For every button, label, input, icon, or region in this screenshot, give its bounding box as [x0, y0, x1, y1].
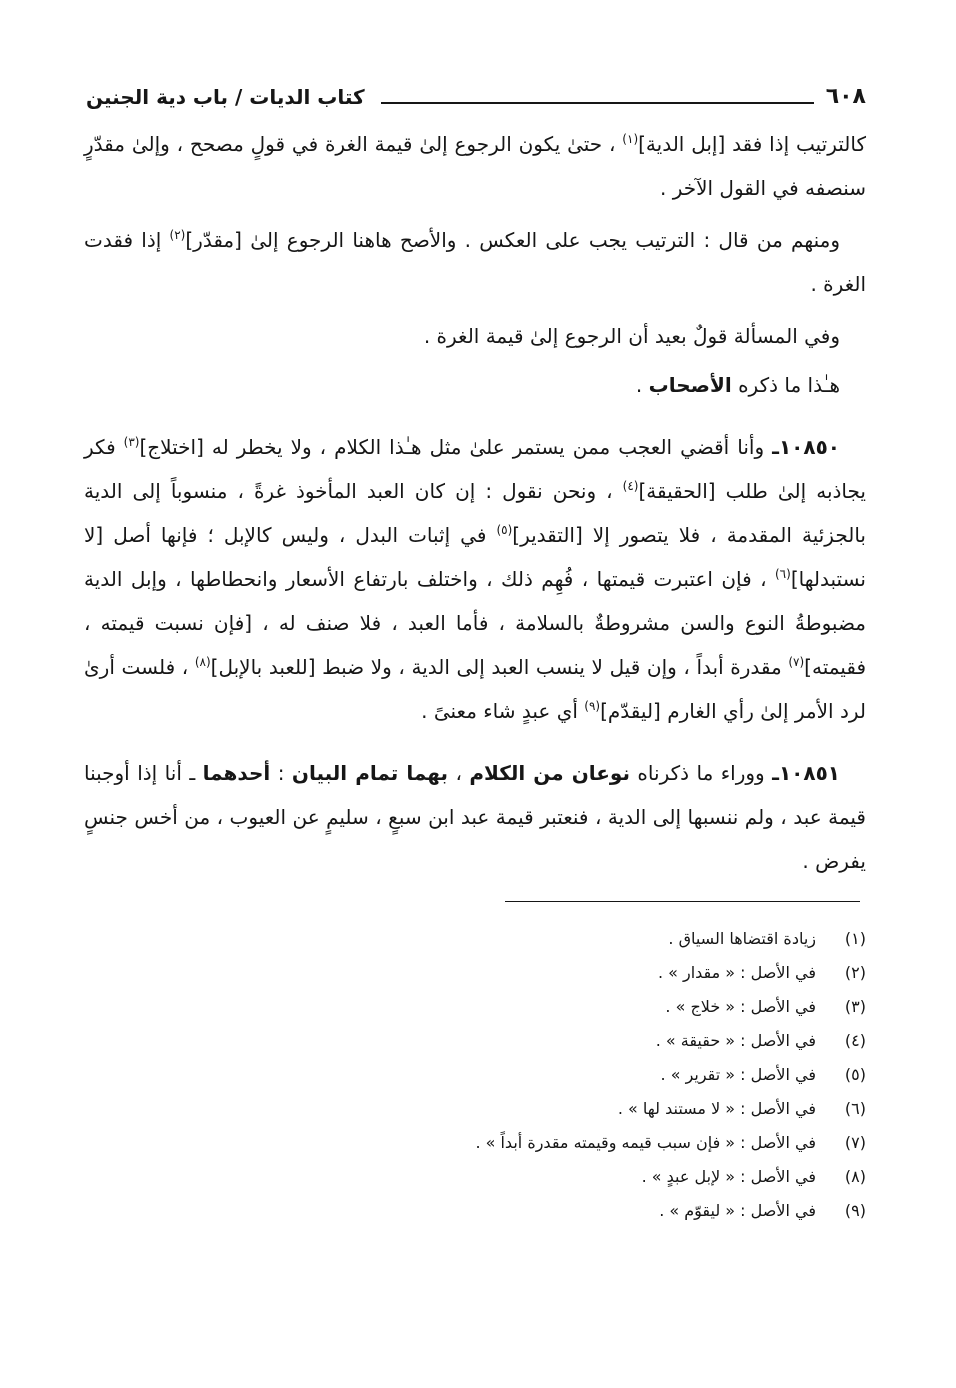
text-run: :	[270, 761, 292, 785]
paragraph-number: ١٠٨٥٠ـ	[772, 435, 840, 459]
footnote-number: (١)	[844, 929, 866, 948]
text-run: ، ونحن نقول : إن كان العبد المأخوذ غرةً ، منسوباً إلى الدية بالجزئية المقدمة ، فلا يتصور إلا [التقدير]	[84, 479, 866, 547]
footnote	[84, 1024, 866, 1058]
footnote-text: في الأصل : « فإن سبب قيمه وقيمته مقدرة أبداً » .	[475, 1133, 816, 1152]
page-header	[86, 78, 866, 112]
footnote-ref-1: (١)	[622, 131, 639, 146]
footnote-ref-9: (٩)	[584, 698, 601, 713]
footnote-text: زيادة اقتضاها السياق .	[668, 929, 816, 948]
text-run: هـٰذا ما ذكره	[731, 373, 840, 397]
footnote-number: (٥)	[844, 1065, 866, 1084]
footnote	[84, 922, 866, 956]
paragraph-number: ١٠٨٥١ـ	[772, 761, 841, 785]
bold-text: أحدهما	[202, 761, 271, 785]
footnote-ref-6: (٦)	[774, 566, 791, 581]
footnote-list	[84, 922, 866, 1228]
footnote-text: في الأصل : « لا مستند لها » .	[617, 1099, 816, 1118]
footnote-divider	[505, 901, 860, 902]
footnote-text: في الأصل : « لإبل عبدٍ » .	[641, 1167, 816, 1186]
page-number: ٦٠٨	[825, 84, 866, 109]
paragraph-10851	[84, 751, 866, 883]
footnote-number: (٨)	[844, 1167, 866, 1186]
text-run: ، حتىٰ يكون الرجوع إلىٰ قيمة الغرة في قولٍ مصحح ، وإلىٰ مقدّرٍ سنصفه في القول الآخر .	[84, 132, 866, 200]
footnote	[84, 1058, 866, 1092]
paragraph-10850	[84, 425, 866, 733]
footnote-text: في الأصل : « حقيقة » .	[655, 1031, 816, 1050]
text-run: .	[635, 373, 649, 397]
footnote	[84, 1092, 866, 1126]
text-run: ،	[448, 761, 470, 785]
text-run: ، فلست أرىٰ لرد الأمر إلىٰ رأي الغارم [ليقدّم]	[84, 655, 866, 723]
footnote	[84, 1160, 866, 1194]
footnote-text: في الأصل : « مقدار » .	[657, 963, 816, 982]
text-run: ووراء ما ذكرناه	[629, 761, 773, 785]
footnote	[84, 1126, 866, 1160]
header-rule	[381, 102, 814, 104]
footnote-ref-8: (٨)	[194, 654, 211, 669]
footnote-text: في الأصل : « تقرير » .	[660, 1065, 816, 1084]
text-run: في إثبات البدل ، وليس كالإبل ؛ فإنها أصل [لا نستبدلها]	[84, 523, 866, 591]
text-run: ـ أنا إذا أوجبنا قيمة عبد ، ولم ننسبها إلى الدية ، فنعتبر قيمة عبد ابن سبعٍ ، سليمٍ عن العيوب ، من أخس جنسٍ يفرض .	[84, 761, 866, 873]
text-run: فكر يجاذبه إلىٰ طلب [الحقيقة]	[84, 435, 866, 503]
paragraph-3	[84, 314, 866, 358]
text-run: أي عبدٍ شاء معنىً .	[421, 699, 585, 723]
text-run: إذا فقدت الغرة .	[84, 228, 866, 296]
footnote-ref-4: (٤)	[622, 478, 639, 493]
bold-text: نوعان من الكلام	[469, 761, 630, 785]
bold-text: بهما تمام البيان	[291, 761, 448, 785]
footnote-ref-3: (٣)	[123, 434, 140, 449]
bold-text: الأصحاب	[648, 373, 732, 397]
text-run: ، فإن اعتبرت قيمتها ، فُهِم ذلك ، واختلف بارتفاع الأسعار وانحطاطها ، وإبل الدية مضبوطةُ النوع والسن مشروطةٌ بالسلامة ، فأما العبد ، فلا صنف له ، [فإن نسبت قيمته ، فقيمته]	[84, 567, 867, 679]
footnote-number: (٣)	[844, 997, 866, 1016]
footnote-number: (٦)	[844, 1099, 866, 1118]
paragraph-1	[84, 122, 866, 210]
footnote-ref-2: (٢)	[169, 227, 186, 242]
footnote-text: في الأصل : « خلاج » .	[665, 997, 816, 1016]
paragraph-2	[84, 218, 866, 306]
text-run: وأنا أقضي العجب ممن يستمر علىٰ مثل هـٰذا الكلام ، ولا يخطر له [اختلاج]	[139, 435, 773, 459]
chapter-title: كتاب الديات / باب دية الجنين	[86, 85, 365, 109]
footnote-text: في الأصل : « ليقوّم » .	[659, 1201, 816, 1220]
text-run: وفي المسألة قولٌ بعيد أن الرجوع إلىٰ قيمة الغرة .	[423, 324, 840, 348]
footnote	[84, 956, 866, 990]
footnote	[84, 990, 866, 1024]
footnote-ref-5: (٥)	[496, 522, 513, 537]
footnote-number: (٤)	[844, 1031, 866, 1050]
text-run: ومنهم من قال : الترتيب يجب على العكس . والأصح هاهنا الرجوع إلىٰ [مقدّر]	[185, 228, 840, 252]
text-run: مقدرة أبداً ، وإن قيل لا ينسب العبد إلى الدية ، ولا ضبط [للعبد بالإبل]	[210, 655, 789, 679]
footnote-number: (٧)	[844, 1133, 866, 1152]
page-content	[84, 122, 866, 1228]
footnote-ref-7: (٧)	[788, 654, 805, 669]
footnote-number: (٩)	[844, 1201, 866, 1220]
text-run: كالترتيب إذا فقد [إبل الدية]	[638, 132, 866, 156]
footnote-number: (٢)	[844, 963, 866, 982]
footnote	[84, 1194, 866, 1228]
paragraph-4	[84, 363, 866, 407]
